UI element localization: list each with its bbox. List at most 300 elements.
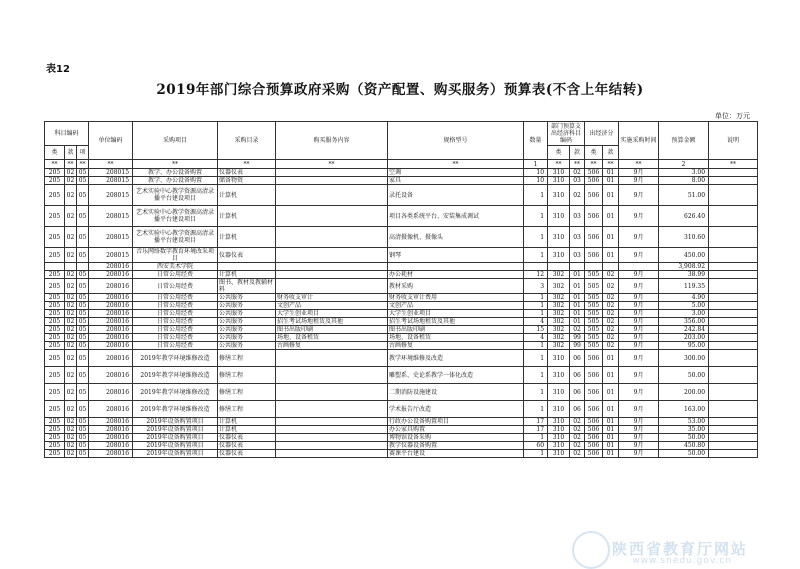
table-cell: 02 bbox=[65, 334, 77, 342]
table-row bbox=[45, 294, 758, 302]
table-cell: 302 bbox=[548, 310, 570, 318]
table-cell: 教材采购 bbox=[388, 279, 524, 294]
table-cell bbox=[709, 279, 758, 294]
table-cell: 302 bbox=[548, 334, 570, 342]
table-cell: 01 bbox=[570, 294, 585, 302]
table-cell: 506 bbox=[585, 450, 603, 458]
table-cell: 310 bbox=[548, 177, 570, 185]
table-cell bbox=[276, 169, 388, 177]
table-cell: 02 bbox=[65, 177, 77, 185]
table-cell: 505 bbox=[585, 294, 603, 302]
table-cell: 310 bbox=[548, 418, 570, 426]
table-cell: 505 bbox=[585, 271, 603, 279]
table-cell: 招生考试场地租赁及其他 bbox=[276, 318, 388, 326]
table-cell: 02 bbox=[603, 279, 619, 294]
table-cell: 506 bbox=[585, 350, 603, 367]
budget-table bbox=[44, 121, 758, 458]
table-cell: 208016 bbox=[89, 294, 133, 302]
table-cell: 公共服务 bbox=[218, 318, 276, 326]
page-title: 2019年部门综合预算政府采购（资产配置、购买服务）预算表(不含上年结转) bbox=[156, 82, 644, 98]
table-cell: 9月 bbox=[619, 326, 659, 334]
table-cell bbox=[709, 418, 758, 426]
table-cell: 208016 bbox=[89, 318, 133, 326]
table-cell: 02 bbox=[65, 401, 77, 418]
table-cell: 310 bbox=[548, 248, 570, 263]
table-cell: 2019年教学环境维修改造 bbox=[133, 384, 218, 401]
table-cell: 2019年设备购置项目 bbox=[133, 418, 218, 426]
table-row bbox=[45, 169, 758, 177]
table-cell: 日常公用经费 bbox=[133, 318, 218, 326]
table-cell bbox=[709, 271, 758, 279]
index-cell: ** bbox=[570, 160, 585, 169]
table-cell: 4 bbox=[524, 334, 548, 342]
table-cell: 公共服务 bbox=[218, 302, 276, 310]
table-cell bbox=[276, 206, 388, 227]
table-cell: 99 bbox=[570, 342, 585, 350]
table-cell: 计算机 bbox=[218, 418, 276, 426]
table-cell: 9月 bbox=[619, 294, 659, 302]
table-cell: 行政办公设备购置项目 bbox=[388, 418, 524, 426]
table-cell: 310 bbox=[548, 426, 570, 434]
table-cell: 506 bbox=[585, 426, 603, 434]
table-cell: 03 bbox=[570, 248, 585, 263]
table-cell: 9月 bbox=[619, 342, 659, 350]
table-cell: 艺术实验中心教学资源高清录播平台建设项目 bbox=[133, 185, 218, 206]
table-cell: 教学、办公设备购置 bbox=[133, 169, 218, 177]
table-cell bbox=[709, 206, 758, 227]
table-cell bbox=[548, 263, 570, 271]
table-cell: 506 bbox=[585, 367, 603, 384]
table-cell: 205 bbox=[45, 367, 65, 384]
table-cell: 205 bbox=[45, 227, 65, 248]
table-cell: 仪器仪表 bbox=[218, 248, 276, 263]
table-cell: 1 bbox=[524, 248, 548, 263]
table-cell bbox=[709, 318, 758, 326]
table-cell: 310 bbox=[548, 185, 570, 206]
table-cell: 01 bbox=[603, 434, 619, 442]
table-cell: 1 bbox=[524, 227, 548, 248]
table-cell: 1 bbox=[524, 384, 548, 401]
table-row bbox=[45, 271, 758, 279]
header-kuan: 款 bbox=[65, 146, 77, 160]
table-cell: 01 bbox=[570, 302, 585, 310]
header-amount: 预算金额 bbox=[659, 122, 709, 160]
table-cell bbox=[276, 367, 388, 384]
table-cell: 1 bbox=[524, 310, 548, 318]
table-cell: 02 bbox=[603, 342, 619, 350]
table-row bbox=[45, 434, 758, 442]
table-cell: 办公耗材 bbox=[388, 271, 524, 279]
table-cell: 15 bbox=[524, 326, 548, 334]
table-row bbox=[45, 401, 758, 418]
table-cell: 2019年教学环境维修改造 bbox=[133, 350, 218, 367]
header-gov-econ: 出经济分 bbox=[585, 122, 619, 146]
table-cell: 日常公用经费 bbox=[133, 334, 218, 342]
table-cell bbox=[276, 434, 388, 442]
table-cell: 208016 bbox=[89, 263, 133, 271]
table-cell: 05 bbox=[77, 177, 89, 185]
table-cell: 9月 bbox=[619, 318, 659, 326]
table-cell: 208015 bbox=[89, 177, 133, 185]
table-cell: 4 bbox=[524, 318, 548, 326]
table-cell: 205 bbox=[45, 450, 65, 458]
index-cell: 2 bbox=[659, 160, 709, 169]
table-row bbox=[45, 177, 758, 185]
index-cell: ** bbox=[276, 160, 388, 169]
table-row bbox=[45, 326, 758, 334]
header-dept-lei: 类 bbox=[548, 146, 570, 160]
table-cell: 05 bbox=[77, 401, 89, 418]
table-cell: 208015 bbox=[89, 169, 133, 177]
table-cell: 9月 bbox=[619, 401, 659, 418]
table-cell: 02 bbox=[603, 334, 619, 342]
table-cell: 208016 bbox=[89, 442, 133, 450]
table-cell: 02 bbox=[65, 384, 77, 401]
table-cell: 310 bbox=[548, 350, 570, 367]
table-cell: 公共服务 bbox=[218, 294, 276, 302]
table-cell: 仪器仪表 bbox=[218, 434, 276, 442]
table-cell: 505 bbox=[585, 318, 603, 326]
table-cell: 01 bbox=[603, 384, 619, 401]
table-cell: 01 bbox=[570, 310, 585, 318]
table-cell: 38.99 bbox=[659, 271, 709, 279]
table-cell: 12 bbox=[524, 271, 548, 279]
table-cell: 9月 bbox=[619, 450, 659, 458]
table-cell: 05 bbox=[77, 248, 89, 263]
table-cell: 205 bbox=[45, 271, 65, 279]
table-cell: 310 bbox=[548, 450, 570, 458]
table-cell: 02 bbox=[65, 418, 77, 426]
index-cell: ** bbox=[548, 160, 570, 169]
table-cell bbox=[276, 177, 388, 185]
table-cell: 208015 bbox=[89, 248, 133, 263]
table-cell: 01 bbox=[570, 318, 585, 326]
table-cell: 9月 bbox=[619, 426, 659, 434]
table-cell: 208015 bbox=[89, 185, 133, 206]
table-cell: 02 bbox=[570, 169, 585, 177]
table-cell bbox=[709, 334, 758, 342]
watermark-logo bbox=[572, 531, 610, 569]
index-cell: ** bbox=[388, 160, 524, 169]
table-cell: 02 bbox=[65, 450, 77, 458]
table-cell bbox=[709, 310, 758, 318]
table-cell: 招生考试场地租赁及其他 bbox=[388, 318, 524, 326]
table-cell: 02 bbox=[570, 450, 585, 458]
table-cell: 雕塑系、史论系教学一体化改造 bbox=[388, 367, 524, 384]
table-cell: 02 bbox=[65, 206, 77, 227]
table-cell: 学术报告厅改造 bbox=[388, 401, 524, 418]
table-cell: 310 bbox=[548, 442, 570, 450]
table-cell: 02 bbox=[603, 271, 619, 279]
table-cell: 205 bbox=[45, 310, 65, 318]
table-cell bbox=[709, 426, 758, 434]
table-cell: 教学、办公设备购置 bbox=[133, 177, 218, 185]
table-cell: 仪器仪表 bbox=[218, 442, 276, 450]
table-cell: 205 bbox=[45, 434, 65, 442]
table-cell: 9月 bbox=[619, 279, 659, 294]
table-cell: 日常公用经费 bbox=[133, 279, 218, 294]
table-row bbox=[45, 334, 758, 342]
table-cell: 02 bbox=[65, 185, 77, 206]
table-cell: 310.60 bbox=[659, 227, 709, 248]
table-cell: 9月 bbox=[619, 418, 659, 426]
table-cell: 302 bbox=[548, 302, 570, 310]
table-cell: 修缮工程 bbox=[218, 401, 276, 418]
index-cell: ** bbox=[77, 160, 89, 169]
table-cell: 二期消防设施建设 bbox=[388, 384, 524, 401]
table-cell: 506 bbox=[585, 442, 603, 450]
table-cell: 02 bbox=[603, 310, 619, 318]
table-cell: 计算机 bbox=[218, 227, 276, 248]
table-cell: 02 bbox=[603, 326, 619, 334]
table-cell: 大学生创业项目 bbox=[276, 310, 388, 318]
table-cell: 506 bbox=[585, 418, 603, 426]
table-header bbox=[45, 122, 758, 169]
table-cell: 03 bbox=[570, 206, 585, 227]
table-cell: 10 bbox=[524, 177, 548, 185]
table-cell: 02 bbox=[65, 271, 77, 279]
table-cell: 505 bbox=[585, 310, 603, 318]
table-cell bbox=[65, 263, 77, 271]
table-cell bbox=[709, 450, 758, 458]
table-cell: 200.00 bbox=[659, 384, 709, 401]
table-cell: 教学环境维修及改造 bbox=[388, 350, 524, 367]
table-cell: 506 bbox=[585, 248, 603, 263]
table-cell: 艺术实验中心教学资源高清录播平台建设项目 bbox=[133, 227, 218, 248]
table-cell: 310 bbox=[548, 206, 570, 227]
table-cell: 505 bbox=[585, 334, 603, 342]
table-cell: 50.00 bbox=[659, 367, 709, 384]
table-cell: 205 bbox=[45, 326, 65, 334]
table-cell: 02 bbox=[65, 294, 77, 302]
table-cell: 05 bbox=[77, 334, 89, 342]
table-cell: 163.00 bbox=[659, 401, 709, 418]
table-cell: 1 bbox=[524, 185, 548, 206]
table-cell: 9月 bbox=[619, 367, 659, 384]
table-cell: 05 bbox=[77, 326, 89, 334]
table-number: 表12 bbox=[46, 64, 70, 75]
table-cell: 仪器仪表 bbox=[218, 450, 276, 458]
table-cell bbox=[603, 263, 619, 271]
header-service-content: 购买服务内容 bbox=[276, 122, 388, 160]
table-cell: 10 bbox=[524, 169, 548, 177]
table-row bbox=[45, 185, 758, 206]
table-cell: 302 bbox=[548, 318, 570, 326]
header-catalog: 采购目录 bbox=[218, 122, 276, 160]
table-cell: 02 bbox=[570, 326, 585, 334]
table-cell: 02 bbox=[65, 279, 77, 294]
table-cell: 208016 bbox=[89, 334, 133, 342]
header-spec: 规格型号 bbox=[388, 122, 524, 160]
table-cell: 3,908.92 bbox=[659, 263, 709, 271]
table-cell: 51.00 bbox=[659, 185, 709, 206]
table-row bbox=[45, 248, 758, 263]
table-cell: 05 bbox=[77, 434, 89, 442]
table-cell: 02 bbox=[65, 248, 77, 263]
table-cell: 450.00 bbox=[659, 248, 709, 263]
table-cell: 02 bbox=[603, 302, 619, 310]
table-row bbox=[45, 310, 758, 318]
index-cell: ** bbox=[65, 160, 77, 169]
table-cell: 208016 bbox=[89, 310, 133, 318]
table-cell: 02 bbox=[570, 434, 585, 442]
table-cell: 计算机 bbox=[218, 271, 276, 279]
table-cell bbox=[709, 227, 758, 248]
table-cell: 02 bbox=[65, 367, 77, 384]
table-cell: 1 bbox=[524, 401, 548, 418]
table-row bbox=[45, 442, 758, 450]
header-subject-code: 科目编码 bbox=[45, 122, 89, 146]
index-cell: ** bbox=[218, 160, 276, 169]
table-cell: 修缮工程 bbox=[218, 384, 276, 401]
table-cell: 02 bbox=[65, 342, 77, 350]
index-cell: ** bbox=[45, 160, 65, 169]
table-cell: 01 bbox=[603, 248, 619, 263]
table-cell: 1 bbox=[524, 294, 548, 302]
table-cell: 205 bbox=[45, 206, 65, 227]
table-cell: 9月 bbox=[619, 206, 659, 227]
table-cell: 文创产品 bbox=[276, 302, 388, 310]
table-cell: 53.00 bbox=[659, 418, 709, 426]
table-cell: 音乐网络数字教育环境改采项目 bbox=[133, 248, 218, 263]
table-cell bbox=[709, 248, 758, 263]
table-cell: 05 bbox=[77, 302, 89, 310]
table-cell: 修缮工程 bbox=[218, 367, 276, 384]
table-cell: 208015 bbox=[89, 227, 133, 248]
table-cell: 208016 bbox=[89, 279, 133, 294]
table-cell: 大学生创业项目 bbox=[388, 310, 524, 318]
table-cell: 02 bbox=[65, 442, 77, 450]
header-unit-code: 单位编码 bbox=[89, 122, 133, 160]
table-cell bbox=[276, 418, 388, 426]
table-cell: 119.35 bbox=[659, 279, 709, 294]
table-cell: 9月 bbox=[619, 302, 659, 310]
table-cell bbox=[709, 350, 758, 367]
table-cell: 02 bbox=[65, 169, 77, 177]
unit-label: 单位：万元 bbox=[715, 112, 750, 120]
table-cell: 302 bbox=[548, 342, 570, 350]
table-cell: 9月 bbox=[619, 169, 659, 177]
table-body bbox=[45, 169, 758, 458]
table-cell: 506 bbox=[585, 384, 603, 401]
table-cell: 95.00 bbox=[659, 342, 709, 350]
table-cell: 计算机 bbox=[218, 426, 276, 434]
index-cell: ** bbox=[89, 160, 133, 169]
table-cell: 17 bbox=[524, 426, 548, 434]
table-cell: 02 bbox=[65, 426, 77, 434]
table-cell: 01 bbox=[570, 271, 585, 279]
table-cell: 208016 bbox=[89, 326, 133, 334]
table-cell bbox=[218, 263, 276, 271]
table-cell: 日常公用经费 bbox=[133, 302, 218, 310]
table-cell bbox=[709, 326, 758, 334]
table-cell: 02 bbox=[65, 326, 77, 334]
table-cell: 图书出版印刷 bbox=[276, 326, 388, 334]
table-cell: 310 bbox=[548, 227, 570, 248]
index-cell: ** bbox=[133, 160, 218, 169]
table-cell: 场地、设备租赁 bbox=[276, 334, 388, 342]
table-row bbox=[45, 279, 758, 294]
table-cell: 208016 bbox=[89, 367, 133, 384]
table-cell: 场地、设备租赁 bbox=[388, 334, 524, 342]
table-cell: 9月 bbox=[619, 248, 659, 263]
table-cell: 302 bbox=[548, 271, 570, 279]
index-cell: 1 bbox=[524, 160, 548, 169]
table-cell: 05 bbox=[77, 318, 89, 326]
table-cell: 50.00 bbox=[659, 434, 709, 442]
table-cell: 506 bbox=[585, 177, 603, 185]
table-cell: 计算机 bbox=[218, 185, 276, 206]
table-cell bbox=[585, 263, 603, 271]
table-cell: 办公家具购置 bbox=[388, 426, 524, 434]
table-cell: 高清摄像机、摄像头 bbox=[388, 227, 524, 248]
table-cell: 05 bbox=[77, 271, 89, 279]
table-cell bbox=[524, 263, 548, 271]
watermark-url: www.snedu.gov.cn bbox=[632, 556, 732, 566]
table-cell bbox=[276, 350, 388, 367]
table-cell: 01 bbox=[603, 450, 619, 458]
table-cell: 205 bbox=[45, 350, 65, 367]
table-cell: 3 bbox=[524, 279, 548, 294]
header-gov-kuan: 款 bbox=[603, 146, 619, 160]
table-cell bbox=[709, 185, 758, 206]
table-cell: 302 bbox=[548, 279, 570, 294]
table-cell: 208016 bbox=[89, 350, 133, 367]
table-cell: 2019年设备购置项目 bbox=[133, 450, 218, 458]
table-cell: 302 bbox=[548, 294, 570, 302]
table-cell: 505 bbox=[585, 342, 603, 350]
table-cell: 205 bbox=[45, 302, 65, 310]
table-cell: 日常公用经费 bbox=[133, 310, 218, 318]
table-cell bbox=[709, 434, 758, 442]
table-cell: 古画修复 bbox=[276, 342, 388, 350]
table-cell: 02 bbox=[570, 426, 585, 434]
table-row bbox=[45, 384, 758, 401]
table-cell: 公共服务 bbox=[218, 310, 276, 318]
table-cell: 05 bbox=[77, 367, 89, 384]
table-cell: 公共服务 bbox=[218, 326, 276, 334]
table-cell: 钢琴 bbox=[388, 248, 524, 263]
table-cell: 208016 bbox=[89, 342, 133, 350]
table-cell: 208016 bbox=[89, 426, 133, 434]
table-cell: 05 bbox=[77, 350, 89, 367]
table-cell: 9月 bbox=[619, 227, 659, 248]
table-cell: 506 bbox=[585, 185, 603, 206]
table-cell: 02 bbox=[603, 294, 619, 302]
table-cell: 06 bbox=[570, 350, 585, 367]
table-cell: 1 bbox=[524, 302, 548, 310]
table-cell: 9月 bbox=[619, 271, 659, 279]
table-cell: 02 bbox=[570, 185, 585, 206]
table-cell: 空调 bbox=[388, 169, 524, 177]
index-cell: ** bbox=[603, 160, 619, 169]
table-cell: 博物馆设备采购 bbox=[388, 434, 524, 442]
table-cell: 50.00 bbox=[659, 450, 709, 458]
table-cell: 208016 bbox=[89, 434, 133, 442]
table-cell: 05 bbox=[77, 206, 89, 227]
table-cell: 9月 bbox=[619, 310, 659, 318]
table-row bbox=[45, 206, 758, 227]
table-cell: 修缮工程 bbox=[218, 350, 276, 367]
table-cell: 310 bbox=[548, 367, 570, 384]
header-note: 说明 bbox=[709, 122, 758, 160]
index-cell: ** bbox=[709, 160, 758, 169]
table-cell: 2019年教学环境维修改造 bbox=[133, 401, 218, 418]
table-cell: 项目各类系统平台、安装集成调试 bbox=[388, 206, 524, 227]
table-cell: 208016 bbox=[89, 384, 133, 401]
table-cell: 02 bbox=[603, 318, 619, 326]
table-cell: 古画修复 bbox=[388, 342, 524, 350]
